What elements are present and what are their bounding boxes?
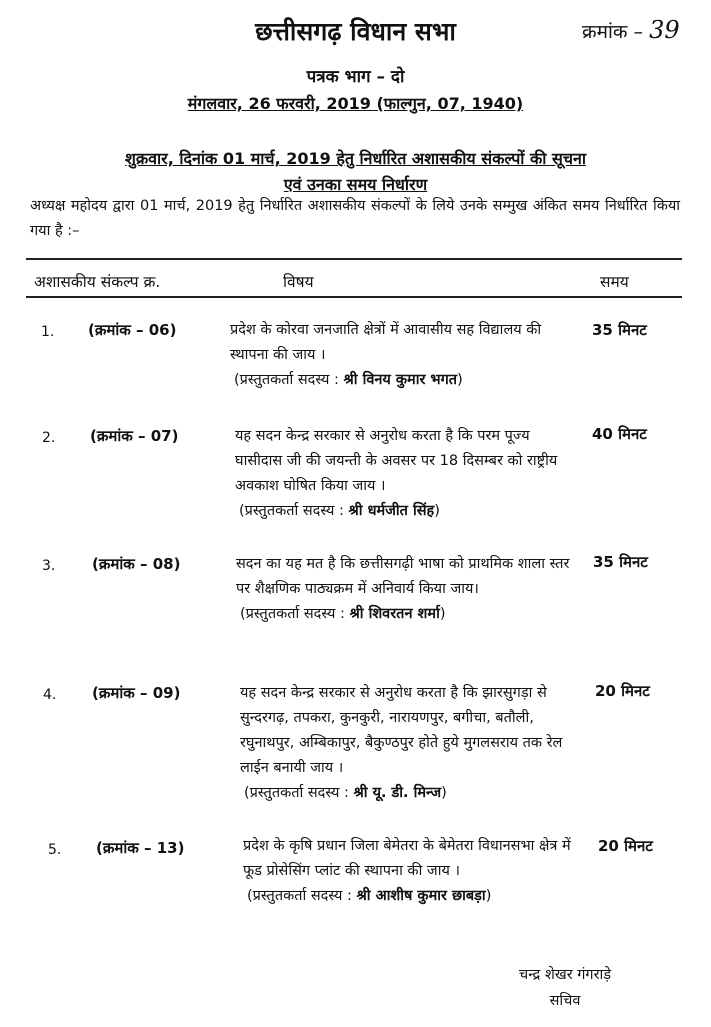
row-resolution-ref: (क्रमांक – 09) <box>92 684 181 702</box>
serial-number: 39 <box>649 16 680 44</box>
presenter-prefix: (प्रस्तुतकर्ता सदस्य : <box>247 888 352 904</box>
row-serial: 5. <box>48 842 62 858</box>
row-presenter <box>243 884 573 909</box>
signatory-name: चन्द्र शेखर गंगराड़े <box>518 967 612 983</box>
row-time: 40 मिनट <box>592 425 647 443</box>
row-serial: 3. <box>42 558 56 574</box>
row-time: 20 मिनट <box>598 837 653 855</box>
presenter-suffix: ) <box>439 606 446 622</box>
presenter-prefix: (प्रस्तुतकर्ता सदस्य : <box>239 503 344 519</box>
row-resolution-ref: (क्रमांक – 07) <box>90 427 179 445</box>
row-time: 20 मिनट <box>595 682 650 700</box>
presenter-prefix: (प्रस्तुतकर्ता सदस्य : <box>244 785 349 801</box>
row-presenter <box>230 368 565 393</box>
presenter-suffix: ) <box>457 372 463 388</box>
row-subject <box>240 681 585 806</box>
presenter-name: श्री आशीष कुमार छाबड़ा <box>356 888 486 904</box>
presenter-prefix: (प्रस्तुतकर्ता सदस्य : <box>240 606 345 622</box>
column-header-time: समय <box>600 273 629 291</box>
notice-heading-line-2: एवं उनका समय निर्धारण <box>283 175 428 194</box>
row-serial: 2. <box>42 430 56 446</box>
presenter-name: श्री धर्मजीत सिंह <box>348 503 435 519</box>
signatory-designation: सचिव <box>549 993 581 1009</box>
column-header-resolution-no: अशासकीय संकल्प क्र. <box>34 273 161 291</box>
session-date: मंगलवार, 26 फरवरी, 2019 (फाल्गुन, 07, 1940) <box>187 94 524 113</box>
row-time: 35 मिनट <box>592 321 647 339</box>
row-subject-text: यह सदन केन्द्र सरकार से अनुरोध करता है कि परम पूज्य घासीदास जी की जयन्ती के अवसर पर 18 दिसम्बर को राष्ट्रीय अवकाश घोषित किया जाय । <box>235 428 558 494</box>
row-subject <box>236 552 576 627</box>
row-resolution-ref: (क्रमांक – 13) <box>96 839 185 857</box>
notice-heading <box>0 146 711 198</box>
table-header-rule <box>26 296 682 298</box>
row-subject <box>243 834 573 909</box>
row-subject-text: यह सदन केन्द्र सरकार से अनुरोध करता है कि झारसुगड़ा से सुन्दरगढ़, तपकरा, कुनकुरी, नारायणपुर, बगीचा, बतौली, रघुनाथपुर, अम्बिकापुर, बैकुण्ठपुर होते हुये मुगलसराय तक रेल लाईन बनायी जाय । <box>240 685 563 776</box>
row-subject <box>235 424 580 524</box>
row-subject-text: प्रदेश के कृषि प्रधान जिला बेमेतरा के बेमेतरा विधानसभा क्षेत्र में फूड प्रोसेसिंग प्लांट की स्थापना की जाय । <box>243 838 571 879</box>
row-serial: 4. <box>43 687 57 703</box>
row-presenter <box>240 781 585 806</box>
row-resolution-ref: (क्रमांक – 08) <box>92 555 181 573</box>
row-subject-text: प्रदेश के कोरवा जनजाति क्षेत्रों में आवासीय सह विद्यालय की स्थापना की जाय । <box>230 322 542 363</box>
row-resolution-ref: (क्रमांक – 06) <box>88 321 177 339</box>
column-header-subject: विषय <box>283 273 314 291</box>
serial-reference <box>582 16 680 44</box>
presenter-name: श्री विनय कुमार भगत <box>343 372 458 388</box>
presenter-suffix: ) <box>441 785 447 801</box>
presenter-prefix: (प्रस्तुतकर्ता सदस्य : <box>234 372 339 388</box>
presenter-name: श्री शिवरतन शर्मा <box>349 606 440 622</box>
row-subject <box>230 318 565 393</box>
row-serial: 1. <box>41 324 55 340</box>
row-time: 35 मिनट <box>593 553 648 571</box>
row-presenter <box>235 499 580 524</box>
table-top-rule <box>26 258 682 260</box>
page-title: छत्तीसगढ़ विधान सभा <box>255 17 456 46</box>
presenter-suffix: ) <box>485 888 492 904</box>
row-presenter <box>236 602 576 627</box>
page-subtitle: पत्रक भाग – दो <box>306 67 405 87</box>
serial-label: क्रमांक – <box>582 21 644 43</box>
presenter-suffix: ) <box>434 503 440 519</box>
signature-block <box>480 962 650 1014</box>
row-subject-text: सदन का यह मत है कि छत्तीसगढ़ी भाषा को प्राथमिक शाला स्तर पर शैक्षणिक पाठ्यक्रम में अनिवार्य किया जाय। <box>236 556 570 597</box>
notice-heading-line-1: शुक्रवार, दिनांक 01 मार्च, 2019 हेतु निर्धारित अशासकीय संकल्पों की सूचना <box>124 149 587 168</box>
intro-paragraph: अध्यक्ष महोदय द्वारा 01 मार्च, 2019 हेतु निर्धारित अशासकीय संकल्पों के लिये उनके सम्मुख अंकित समय निर्धारित किया गया है :– <box>30 198 680 239</box>
presenter-name: श्री यू. डी. मिन्ज <box>353 785 442 801</box>
